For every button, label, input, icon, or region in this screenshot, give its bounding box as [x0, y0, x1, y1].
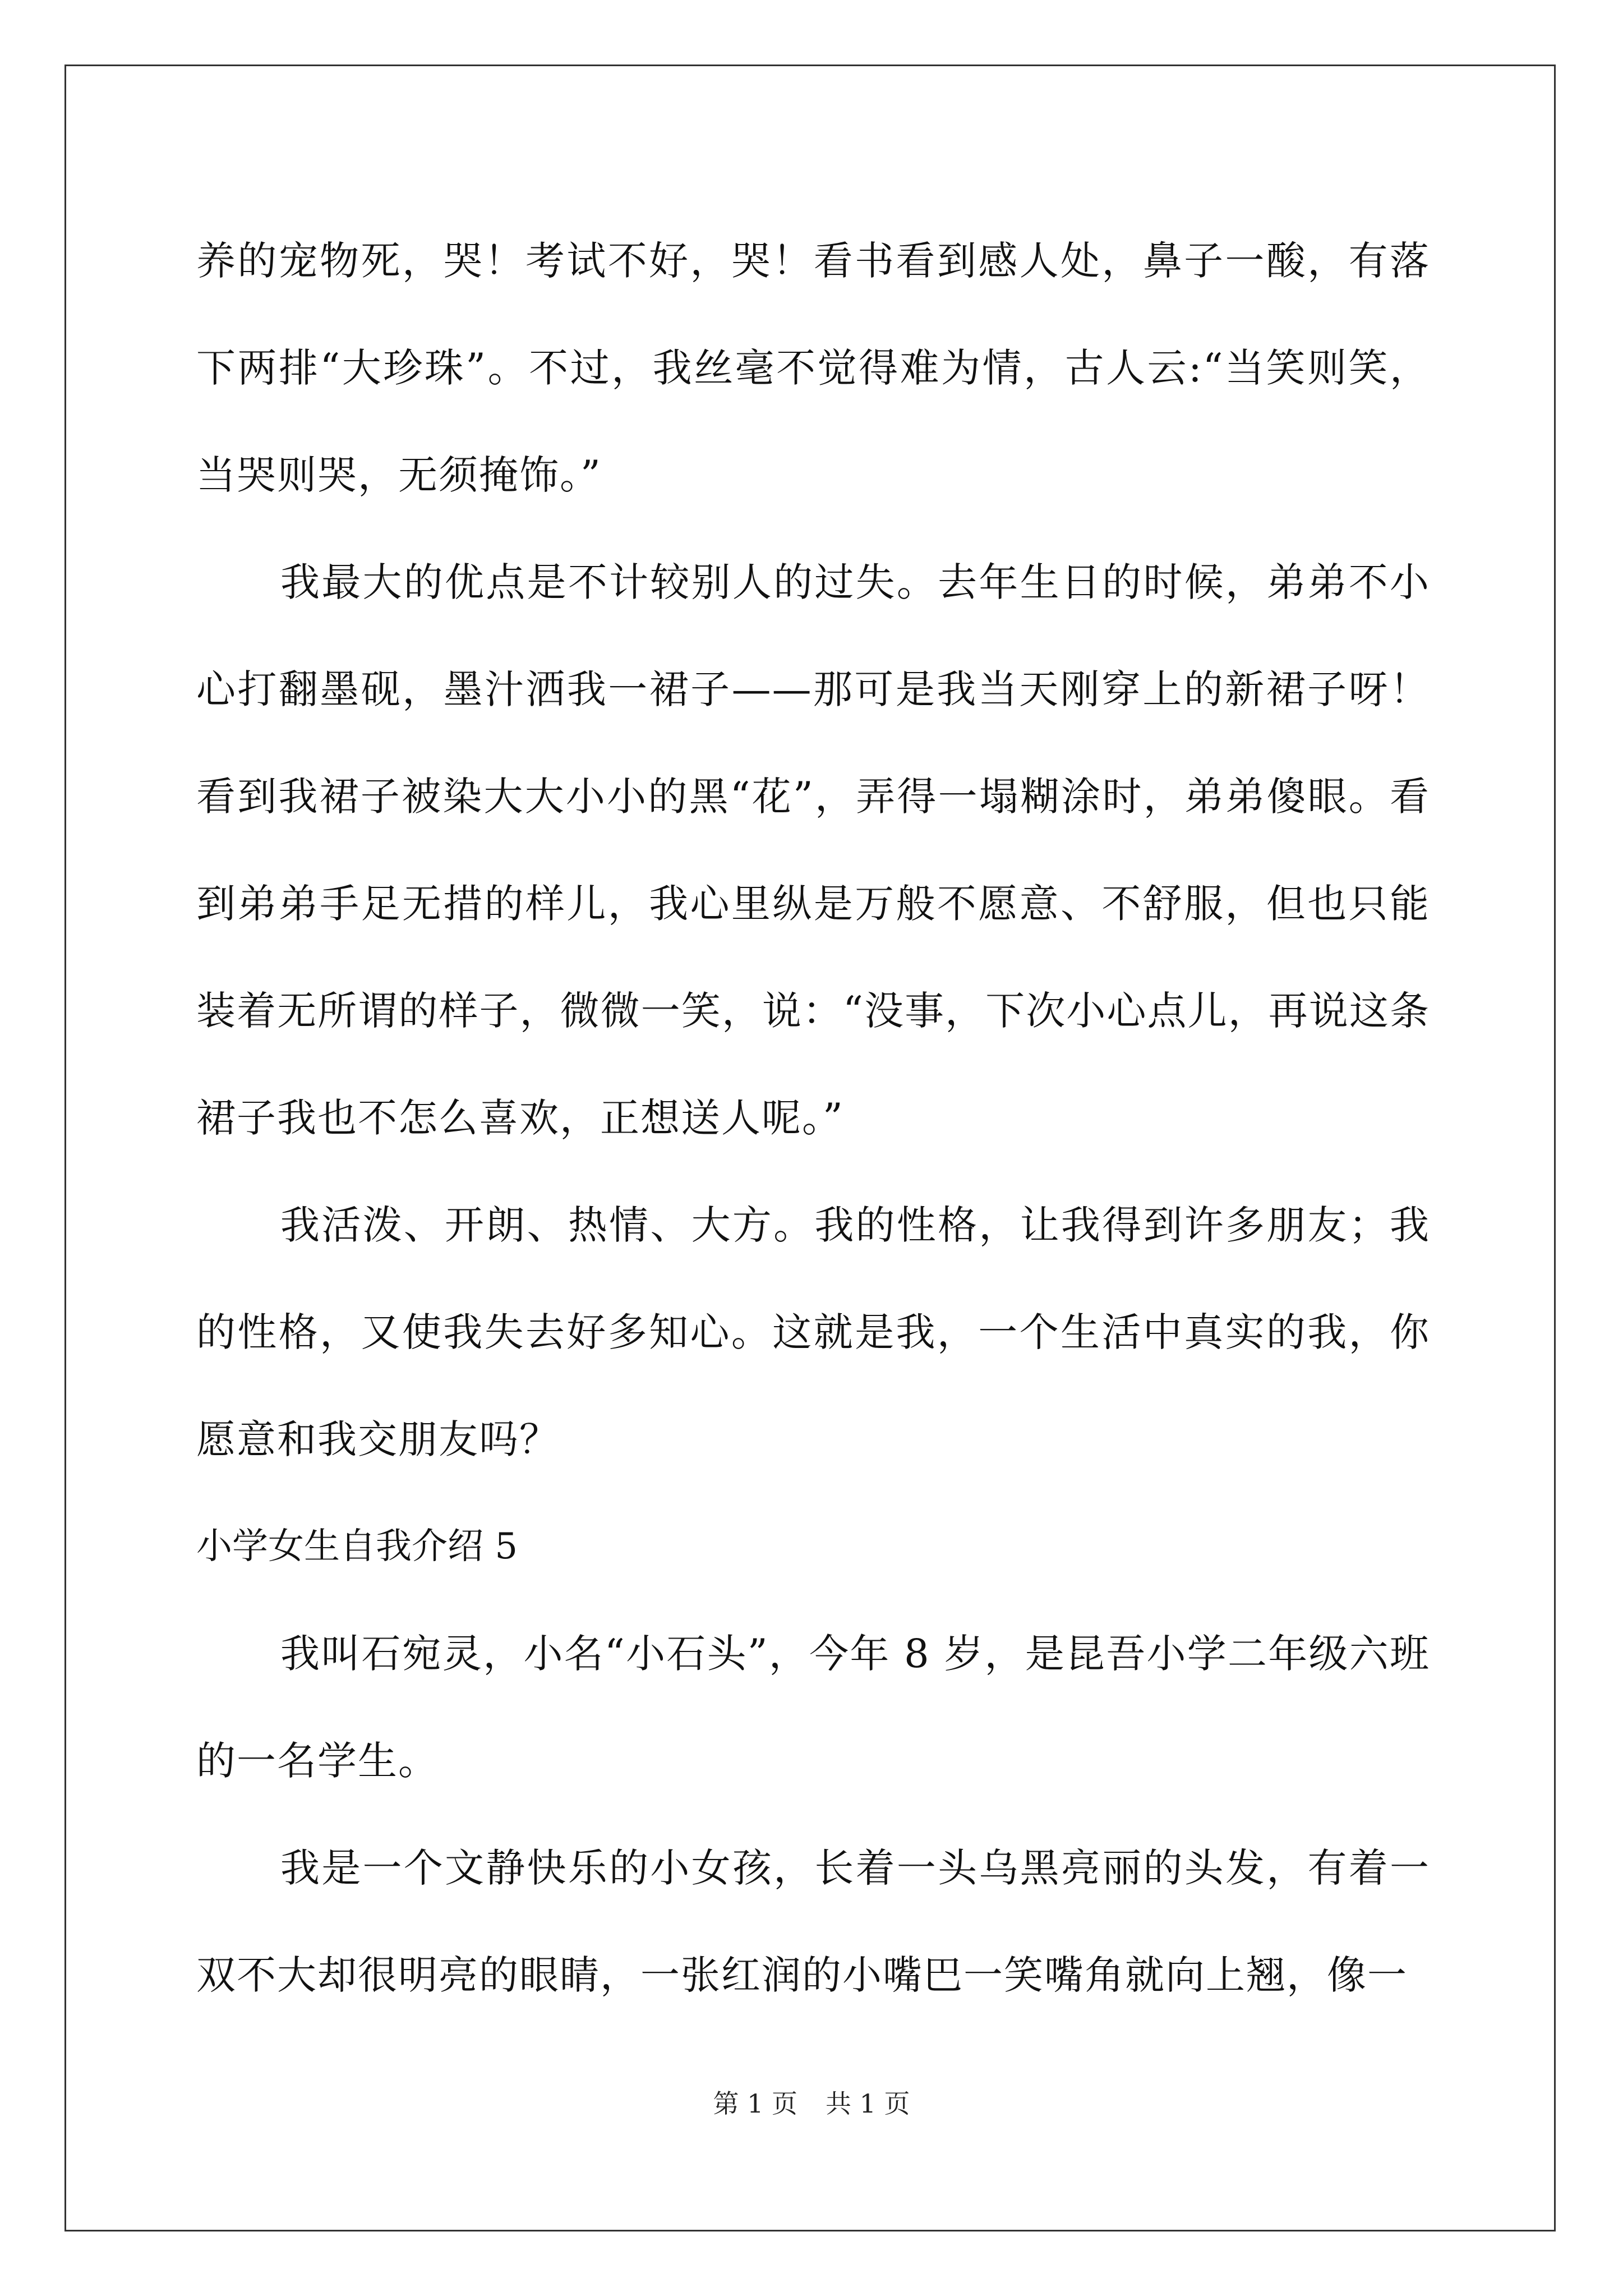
page-number: 第 1 页 — [713, 2088, 797, 2119]
page-footer — [0, 2087, 1623, 2120]
paragraph-1: 养的宠物死，哭！考试不好，哭！看书看到感人处，鼻子一酸，有落下两排“大珍珠”。不过，我丝毫不觉得难为情，古人云:“当笑则笑，当哭则哭，无须掩饰。” — [196, 238, 1430, 498]
paragraph-3: 我活泼、开朗、热情、大方。我的性格，让我得到许多朋友；我的性格，又使我失去好多知心。这就是我，一个生活中真实的我，你愿意和我交朋友吗？ — [196, 1202, 1430, 1462]
paragraph-2: 我最大的优点是不计较别人的过失。去年生日的时候，弟弟不小心打翻墨砚，墨汁洒我一裙子——那可是我当天刚穿上的新裙子呀！看到我裙子被染大大小小的黑“花”，弄得一塌糊涂时，弟弟傻眼。看到弟弟手足无措的样儿，我心里纵是万般不愿意、不舒服，但也只能装着无所谓的样子，微微一笑，说：“没事，下次小心点儿，再说这条裙子我也不怎么喜欢，正想送人呢。” — [196, 559, 1430, 1141]
section-paragraph-2: 我是一个文静快乐的小女孩，长着一头乌黑亮丽的头发，有着一双不大却很明亮的眼睛，一张红润的小嘴巴一笑嘴角就向上翘，像一 — [196, 1845, 1430, 1998]
section-paragraph-1: 我叫石宛灵，小名“小石头”，今年 8 岁，是昆吾小学二年级六班的一名学生。 — [196, 1631, 1430, 1784]
document-body — [196, 208, 1430, 2029]
section-title: 小学女生自我介绍 5 — [196, 1526, 518, 1567]
page-total: 共 1 页 — [826, 2088, 910, 2119]
